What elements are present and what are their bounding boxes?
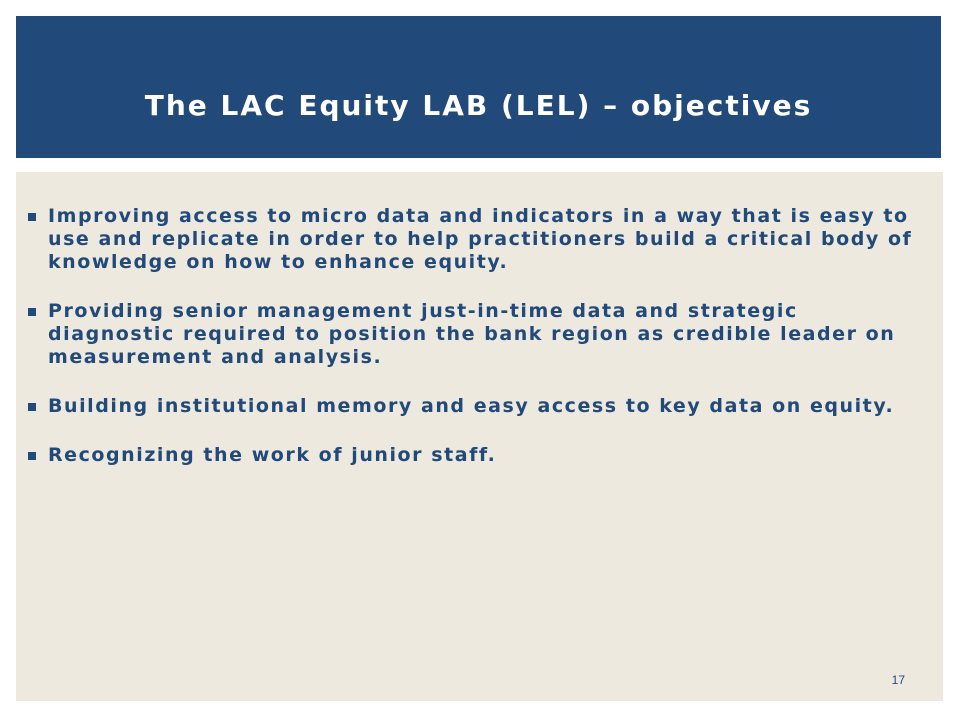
- slide-title: The LAC Equity LAB (LEL) – objectives: [144, 89, 813, 122]
- objective-item: [26, 395, 931, 418]
- square-bullet-icon: [28, 308, 36, 316]
- objective-text: Providing senior management just-in-time data and strategic diagnostic required to position the bank region as credible leader on measurement and analysis.: [48, 300, 896, 368]
- square-bullet-icon: [28, 403, 36, 411]
- page-number: 17: [891, 673, 905, 687]
- objectives-list: [26, 205, 931, 493]
- objective-item: [26, 300, 931, 369]
- square-bullet-icon: [28, 452, 36, 460]
- objective-item: [26, 444, 931, 467]
- title-banner: [16, 16, 941, 158]
- objective-text: Recognizing the work of junior staff.: [48, 444, 497, 466]
- content-panel: [16, 172, 943, 701]
- objective-item: [26, 205, 931, 274]
- objective-text: Building institutional memory and easy access to key data on equity.: [48, 395, 895, 417]
- objective-text: Improving access to micro data and indicators in a way that is easy to use and replicate in order to help practitioners build a critical body of knowledge on how to enhance equity.: [48, 205, 913, 273]
- square-bullet-icon: [28, 213, 36, 221]
